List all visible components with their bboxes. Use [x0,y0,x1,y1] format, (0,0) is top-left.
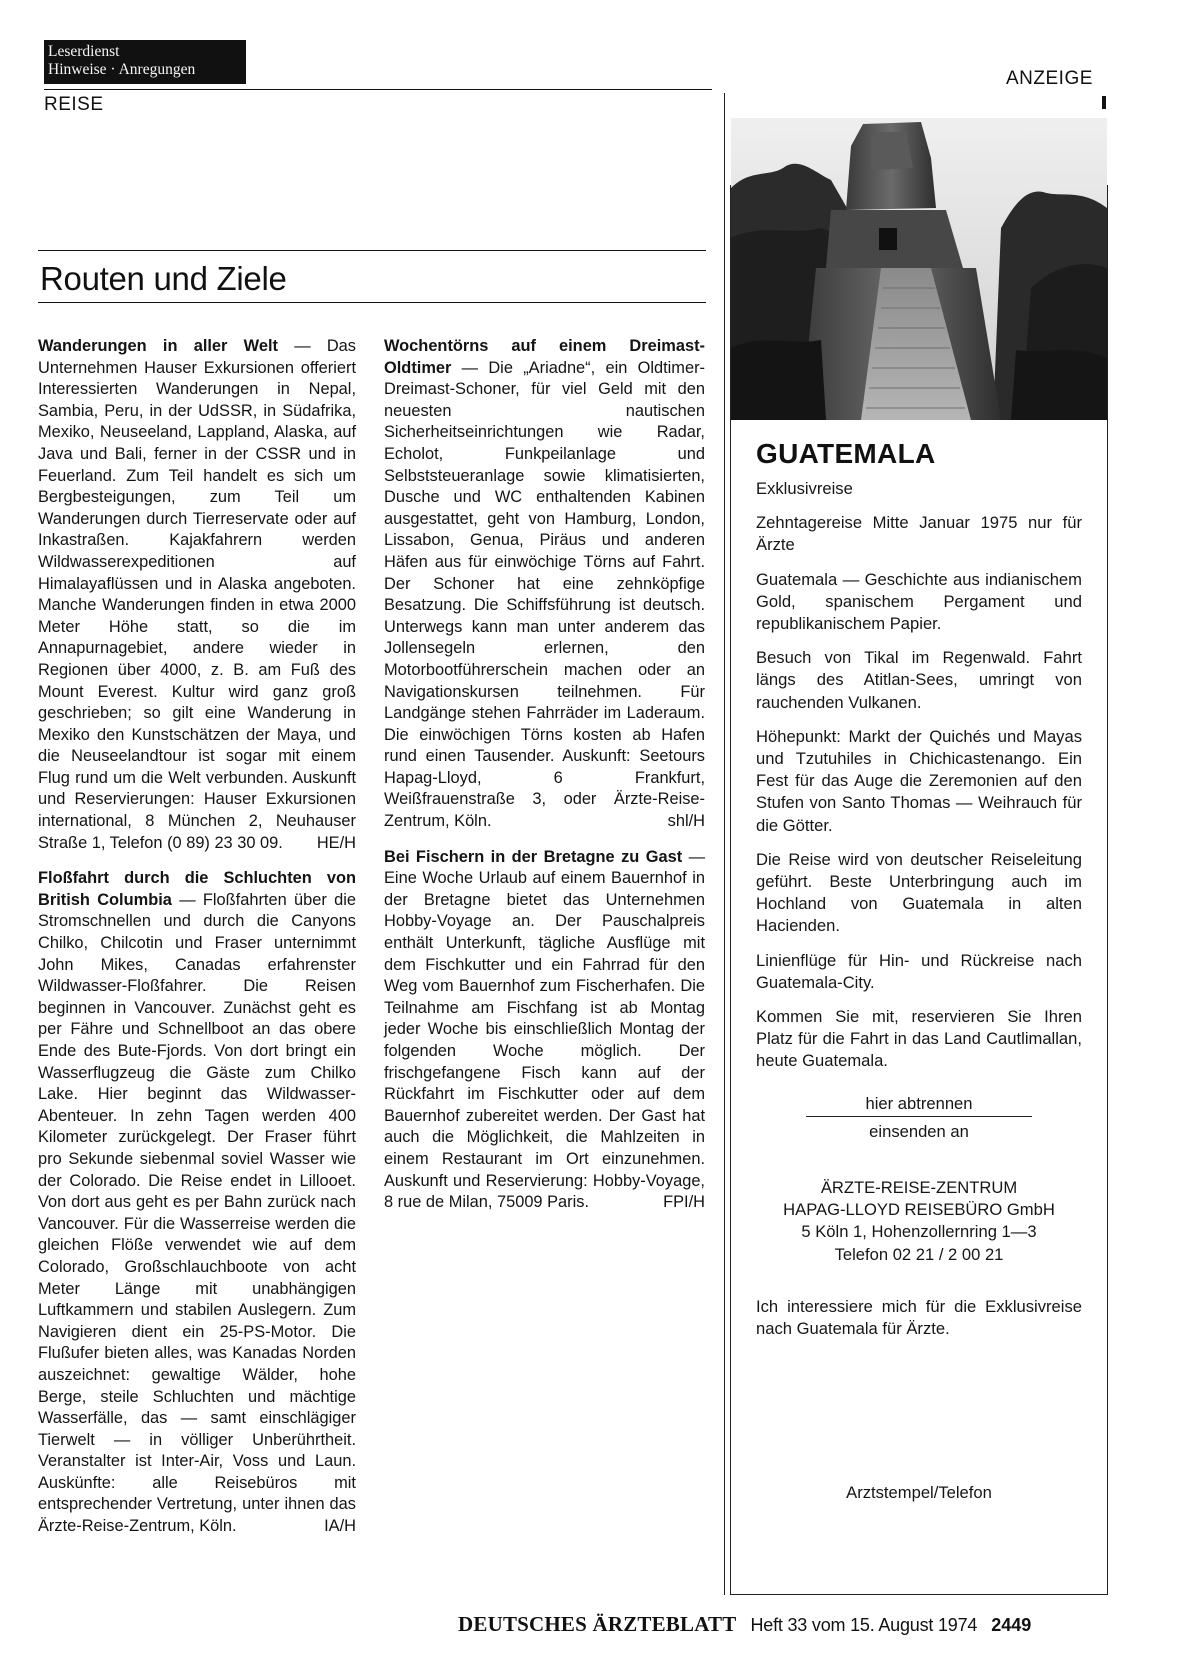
item-body: — Die „Ariadne“, ein Oldtimer-Dreimast-Schoner, für viel Geld mit den neuesten nautischen Sicherheitseinrichtungen wie Radar, Echolot, Funkpeilanlage und Selbststeueranlage sowie klimatisierten, Dusche und WC enthaltenden Kabinen ausgestattet, geht von Hamburg, London, Lissabon, Genua, Piräus und anderen Häfen aus für einwöchige Törns auf Fahrt. Der Schoner hat eine zehnköpfige Besatzung. Die Schiffsführung ist deutsch. Unterwegs kann man unter anderem das Jollensegeln erlernen, den Motorbootführerschein machen oder an Navigationskursen teilnehmen. Für Landgänge stehen Fahrräder im Laderaum. Die einwöchigen Törns kosten ab Hafen rund einen Tausender. Auskunft: Seetours Hapag-Lloyd, 6 Frankfurt, Weißfrauenstraße 3, oder Ärzte-Reise-Zentrum, Köln. [384,358,705,831]
cut-here-label: hier abtrennen [865,1093,973,1113]
temple-photo-graphic [731,118,1107,420]
ad-paragraph: Die Reise wird von deutscher Reiseleitung geführt. Beste Unterbringung auch im Hochland von Guatemala in alten Hacienden. [756,849,1082,936]
title-rule-top [38,250,706,251]
send-to-label: einsenden an [869,1121,969,1141]
ad-paragraph: Besuch von Tikal im Regenwald. Fahrt längs des Atitlan-Sees, umringt von rauchenden Vulkanen. [756,648,1082,712]
ad-paragraph: Guatemala — Geschichte aus indianischem Gold, spanischem Pergament und republikanischem Papier. [756,569,1082,634]
ad-content [756,438,1082,1505]
item-body: — Eine Woche Urlaub auf einem Bauernhof in der Bretagne bietet das Unternehmen Hobby-Voyage an. Der Pauschalpreis enthält Unterkunft, tägliche Ausflüge mit dem Fischkutter und ein Fahrrad für den Weg vom Bauernhof zum Fischerhafen. Die Teilnahme am Fischfang ist ab Montag jeder Woche bis einschließlich Montag der folgenden Woche möglich. Der frischgefangene Fisch kann auf der Rückfahrt im Fischkutter oder auf dem Bauernhof zubereitet werden. Der Gast hat auch die Möglichkeit, die Mahlzeiten in einem Restaurant im Ort einzunehmen. Auskunft und Reservierung: Hobby-Voyage, 8 rue de Milan, 75009 Paris. [384,847,705,1212]
ad-paragraph: Zehntagereise Mitte Januar 1975 nur für Ärzte [756,513,1082,555]
address-line: Telefon 02 21 / 2 00 21 [834,1244,1004,1264]
article-column-left [38,336,356,1538]
section-label: REISE [44,94,104,115]
reader-service-line1: Leserdienst [48,43,120,60]
page-number: 2449 [991,1615,1032,1635]
ad-paragraph: Kommen Sie mit, reservieren Sie Ihren Platz für die Fahrt in das Land Cautlimallan, heute Guatemala. [756,1007,1082,1071]
ad-label: ANZEIGE [1006,68,1093,89]
ad-label-mark [1102,96,1106,109]
interest-statement: Ich interessiere mich für die Exklusivreise nach Guatemala für Ärzte. [756,1296,1082,1339]
ad-paragraph: Linienflüge für Hin- und Rückreise nach Guatemala-City. [756,950,1082,992]
reader-service-line2: Hinweise · Anregungen [48,61,196,78]
ad-subtitle: Exklusivreise [756,479,853,498]
item-author-tag: HE/H [316,833,356,852]
article-item-brittany [384,847,705,1214]
cut-line [806,1116,1032,1117]
article-column-right [384,336,705,1214]
ad-title: GUATEMALA [756,438,936,469]
item-author-tag: shl/H [667,812,705,831]
item-heading: Bei Fischern in der Bretagne zu Gast [384,847,683,866]
address-line: 5 Köln 1, Hohenzollernring 1—3 [801,1222,1037,1242]
tikal-temple-photo [731,118,1107,420]
title-rule-bottom [38,302,706,303]
ad-paragraph: Höhepunkt: Markt der Quichés und Mayas und Tzutuhiles in Chichicastenango. Ein Fest für das Auge die Zeremonien auf den Stufen von Santo Thomas — Weihrauch für die Götter. [756,726,1082,835]
ad-column-divider [724,93,725,1595]
article-item-schooner [384,336,705,833]
item-body: — Floßfahrten über die Stromschnellen und durch die Canyons Chilko, Chilcotin und Fraser unternimmt John Mikes, Canadas erfahrenster Wildwasser-Floßfahrer. Die Reisen beginnen in Vancouver. Zunächst geht es per Fähre und Schnellboot an das obere Ende des Bute-Fjords. Von dort bringt ein Wasserflugzeug die Gäste zum Chilko Lake. Hier beginnt das Wildwasser-Abenteuer. In zehn Tagen werden 400 Kilometer zurückgelegt. Der Fraser führt pro Sekunde siebenmal soviel Wasser wie der Colorado. Die Reise endet in Lillooet. Von dort aus geht es per Bahn zurück nach Vancouver. Für die Wasserreise werden die gleichen Flöße verwendet wie auf dem Colorado, Großschlauchboote von acht Meter Länge mit unabhängigen Luftkammern und stabilen Auslegern. Zum Navigieren dient ein 25-PS-Motor. Die Flußufer bieten alles, was Kanadas Norden auszeichnet: gewaltige Wälder, hohe Berge, steile Schluchten und mächtige Wasserfälle, das — samt einschlägiger Tierwelt — in völliger Unberührtheit. Veranstalter ist Inter-Air, Voss und Laun. Auskünfte: alle Reisebüros mit entsprechender Vertretung, unter ihnen das Ärzte-Reise-Zentrum, Köln. [38,890,356,1536]
item-heading: Floßfahrt durch die Schluchten von British Columbia [38,869,356,909]
item-heading: Wochentörns auf einem Dreimast-Oldtimer [384,337,705,377]
address-line: ÄRZTE-REISE-ZENTRUM [820,1178,1018,1198]
header-rule [44,89,712,90]
reader-service-box [44,40,246,84]
journal-name: DEUTSCHES ÄRZTEBLATT [458,1612,737,1636]
article-title: Routen und Ziele [40,260,287,297]
item-author-tag: FPI/H [663,1193,705,1212]
article-item-rafting [38,868,356,1537]
stamp-phone-label: Arztstempel/Telefon [846,1483,992,1503]
page-footer [458,1612,1031,1637]
address-line: HAPAG-LLOYD REISEBÜRO GmbH [783,1200,1055,1220]
item-body: — Das Unternehmen Hauser Exkursionen offeriert Interessierten Wanderungen in Nepal, Sambia, Peru, in der UdSSR, in Südafrika, Mexiko, Neuseeland, Lappland, Alaska, auf Java und Bali, ferner in der CSSR und in Feuerland. Zum Teil handelt es sich um Bergbesteigungen, zum Teil um Wanderungen durch Tierreservate oder auf Inkastraßen. Kajakfahrern werden Wildwasserexpeditionen auf Himalayaflüssen und in Alaska angeboten. Manche Wanderungen finden in etwa 2000 Meter Höhe statt, so die im Annapurnagebiet, andere wieder in Regionen über 4000, z. B. am Fuß des Mount Everest. Kultur wird ganz groß geschrieben; so gilt eine Wanderung in Mexiko den Kunstschätzen der Maya, und die Neuseelandtour ist sogar mit einem Flug rund um die Welt verbunden. Auskunft und Reservierungen: Hauser Exkursionen international, 8 München 2, Neuhauser Straße 1, Telefon (0 89) 23 30 09. [38,337,356,852]
item-author-tag: IA/H [324,1517,356,1536]
article-item-hiking [38,336,356,854]
item-heading: Wanderungen in aller Welt [38,337,278,355]
issue-info: Heft 33 vom 15. August 1974 [750,1615,978,1635]
